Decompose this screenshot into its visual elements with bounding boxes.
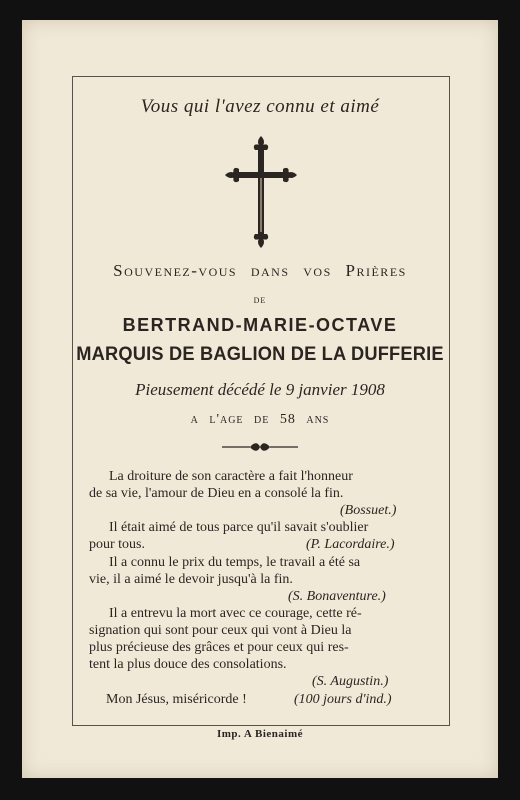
quote-3-line-1: Il a connu le prix du temps, le travail a été sa: [109, 555, 361, 570]
quote-4-line-4: tent la plus douce des consolations.: [89, 657, 287, 672]
prayer-line: Mon Jésus, miséricorde !: [106, 692, 247, 707]
quote-4-line-3: plus précieuse des grâces et pour ceux qui res-: [89, 640, 349, 655]
remember-in-prayers-line: Souvenez-vous dans vos Prières: [113, 261, 407, 280]
fleury-cross-icon: [225, 136, 297, 248]
quote-4-attribution: (S. Augustin.): [312, 674, 389, 689]
quote-1-attribution: (Bossuet.): [340, 503, 397, 518]
memorial-card: [22, 20, 498, 778]
quote-4-line-1: Il a entrevu la mort avec ce courage, cette ré-: [109, 606, 362, 621]
printer-imprint: Imp. A Bienaimé: [216, 728, 304, 740]
deceased-given-names: BERTRAND-MARIE-OCTAVE: [122, 315, 398, 335]
quote-2-line-2: pour tous.: [89, 537, 145, 552]
ornament-divider-icon: [220, 442, 300, 452]
card-heading: Vous qui l'avez connu et aimé: [140, 96, 380, 117]
age-line: a l'age de 58 ans: [190, 412, 330, 427]
of-word: de: [253, 292, 267, 306]
quote-1-line-1: La droiture de son caractère a fait l'honneur: [109, 469, 353, 484]
indulgence-note: (100 jours d'ind.): [294, 692, 392, 707]
death-date-line: Pieusement décédé le 9 janvier 1908: [135, 380, 385, 399]
quote-1-line-2: de sa vie, l'amour de Dieu en a consolé la fin.: [89, 486, 344, 501]
quote-4-line-2: signation qui sont pour ceux qui vont à Dieu la: [89, 623, 352, 638]
quote-3-line-2: vie, il a aimé le devoir jusqu'à la fin.: [89, 572, 293, 587]
deceased-title-name: MARQUIS DE BAGLION DE LA DUFFERIE: [76, 344, 444, 365]
quote-2-line-1: Il était aimé de tous parce qu'il savait s'oublier: [109, 520, 369, 535]
quote-2-attribution: (P. Lacordaire.): [306, 537, 395, 552]
quote-3-attribution: (S. Bonaventure.): [288, 589, 386, 604]
